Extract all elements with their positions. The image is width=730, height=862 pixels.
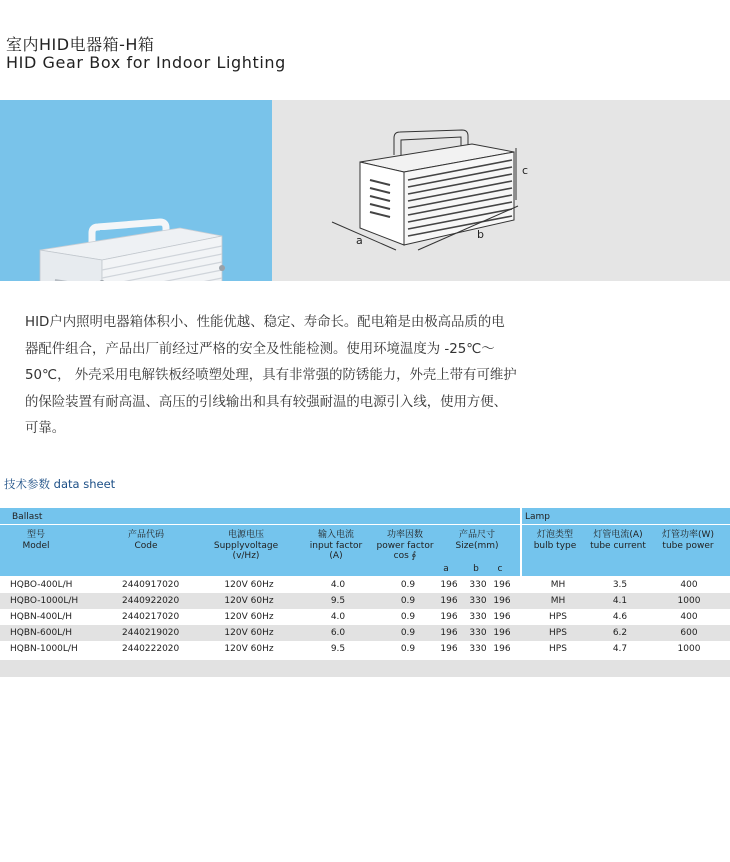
header-size: 产品尺寸 Size(mm) bbox=[455, 530, 499, 551]
header-bulb-type: 灯泡类型 bulb type bbox=[533, 530, 577, 551]
cell-pf: 0.9 bbox=[400, 596, 416, 606]
table-row bbox=[0, 609, 730, 625]
description-line: 的保险装置有耐高温、高压的引线输出和具有较强耐温的电源引入线，使用方便、 bbox=[25, 394, 508, 410]
dimension-label-c: c bbox=[522, 164, 529, 177]
cell-current: 6.0 bbox=[330, 628, 346, 638]
cell-tube-current: 3.5 bbox=[612, 580, 628, 590]
cell-a: 196 bbox=[440, 628, 458, 638]
header-size-a: a bbox=[443, 564, 449, 574]
cell-model: HQBN-400L/H bbox=[10, 612, 72, 622]
table-footer-bar bbox=[0, 660, 730, 677]
cell-c: 196 bbox=[493, 644, 511, 654]
cell-bulb: HPS bbox=[549, 644, 567, 654]
group-ballast: Ballast bbox=[12, 512, 43, 522]
cell-voltage: 120V 60Hz bbox=[224, 628, 274, 638]
cell-bulb: MH bbox=[550, 596, 566, 606]
cell-tube-current: 6.2 bbox=[612, 628, 628, 638]
table-row bbox=[0, 641, 730, 657]
cell-a: 196 bbox=[440, 580, 458, 590]
cell-code: 2440222020 bbox=[122, 644, 180, 654]
cell-b: 330 bbox=[469, 628, 487, 638]
cell-tube-power: 400 bbox=[680, 580, 698, 590]
cell-a: 196 bbox=[440, 644, 458, 654]
dimension-label-b: b bbox=[477, 228, 484, 241]
table-row bbox=[0, 625, 730, 641]
cell-model: HQBN-1000L/H bbox=[10, 644, 78, 654]
cell-current: 4.0 bbox=[330, 580, 346, 590]
cell-bulb: MH bbox=[550, 580, 566, 590]
cell-tube-power: 1000 bbox=[677, 644, 701, 654]
cell-code: 2440917020 bbox=[122, 580, 180, 590]
cell-c: 196 bbox=[493, 612, 511, 622]
dimension-label-a: a bbox=[356, 234, 363, 247]
cell-current: 9.5 bbox=[330, 644, 346, 654]
cell-b: 330 bbox=[469, 580, 487, 590]
data-sheet-table bbox=[0, 508, 730, 677]
cell-tube-current: 4.1 bbox=[612, 596, 628, 606]
cell-b: 330 bbox=[469, 612, 487, 622]
cell-code: 2440922020 bbox=[122, 596, 180, 606]
header-input-current: 输入电流 input factor (A) bbox=[309, 530, 363, 561]
cell-pf: 0.9 bbox=[400, 612, 416, 622]
header-voltage: 电源电压 Supplyvoltage (v/Hz) bbox=[213, 530, 279, 561]
table-row bbox=[0, 577, 730, 593]
cell-c: 196 bbox=[493, 596, 511, 606]
cell-bulb: HPS bbox=[549, 628, 567, 638]
header-power-factor: 功率因数 power factor cos ∮ bbox=[376, 530, 434, 561]
cell-code: 2440219020 bbox=[122, 628, 180, 638]
cell-model: HQBN-600L/H bbox=[10, 628, 72, 638]
cell-pf: 0.9 bbox=[400, 644, 416, 654]
ballast-lamp-separator bbox=[520, 508, 522, 576]
cell-current: 4.0 bbox=[330, 612, 346, 622]
cell-tube-current: 4.7 bbox=[612, 644, 628, 654]
cell-voltage: 120V 60Hz bbox=[224, 580, 274, 590]
header-divider bbox=[0, 524, 730, 525]
cell-tube-power: 400 bbox=[680, 612, 698, 622]
cell-b: 330 bbox=[469, 596, 487, 606]
product-photo bbox=[0, 100, 272, 281]
cell-c: 196 bbox=[493, 580, 511, 590]
cell-a: 196 bbox=[440, 596, 458, 606]
cell-voltage: 120V 60Hz bbox=[224, 596, 274, 606]
description-line: 50℃， 外壳采用电解铁板经喷塑处理，具有非常强的防锈能力，外壳上带有可维护 bbox=[25, 368, 517, 383]
header-model: 型号 Model bbox=[22, 530, 50, 551]
cell-tube-power: 600 bbox=[680, 628, 698, 638]
description-line: 可靠。 bbox=[25, 421, 66, 436]
cell-a: 196 bbox=[440, 612, 458, 622]
header-code: 产品代码 Code bbox=[127, 530, 165, 551]
cell-code: 2440217020 bbox=[122, 612, 180, 622]
header-size-c: c bbox=[497, 564, 503, 574]
product-description bbox=[25, 310, 545, 443]
cell-pf: 0.9 bbox=[400, 580, 416, 590]
cell-bulb: HPS bbox=[549, 612, 567, 622]
description-line: 器配件组合，产品出厂前经过严格的安全及性能检测。使用环境温度为 -25℃～ bbox=[25, 341, 495, 357]
description-line: HID户内照明电器箱体积小、性能优越、稳定、寿命长。配电箱是由极高品质的电 bbox=[25, 315, 505, 330]
cell-tube-current: 4.6 bbox=[612, 612, 628, 622]
data-sheet-title: 技术参数 data sheet bbox=[4, 477, 116, 491]
cell-voltage: 120V 60Hz bbox=[224, 644, 274, 654]
header-tube-current: 灯管电流(A) tube current bbox=[590, 530, 646, 551]
cell-model: HQBO-1000L/H bbox=[10, 596, 79, 606]
table-row bbox=[0, 593, 730, 609]
header-tube-power: 灯管功率(W) tube power bbox=[662, 530, 714, 551]
cell-c: 196 bbox=[493, 628, 511, 638]
cell-pf: 0.9 bbox=[400, 628, 416, 638]
cell-tube-power: 1000 bbox=[677, 596, 701, 606]
cell-b: 330 bbox=[469, 644, 487, 654]
cell-current: 9.5 bbox=[330, 596, 346, 606]
dimension-diagram bbox=[272, 100, 730, 281]
cell-model: HQBO-400L/H bbox=[10, 580, 73, 590]
page-title-cn: 室内HID电器箱-H箱 bbox=[6, 35, 155, 54]
cell-voltage: 120V 60Hz bbox=[224, 612, 274, 622]
header-size-b: b bbox=[473, 564, 479, 574]
group-lamp: Lamp bbox=[525, 512, 551, 522]
page-title-en: HID Gear Box for Indoor Lighting bbox=[6, 53, 286, 72]
